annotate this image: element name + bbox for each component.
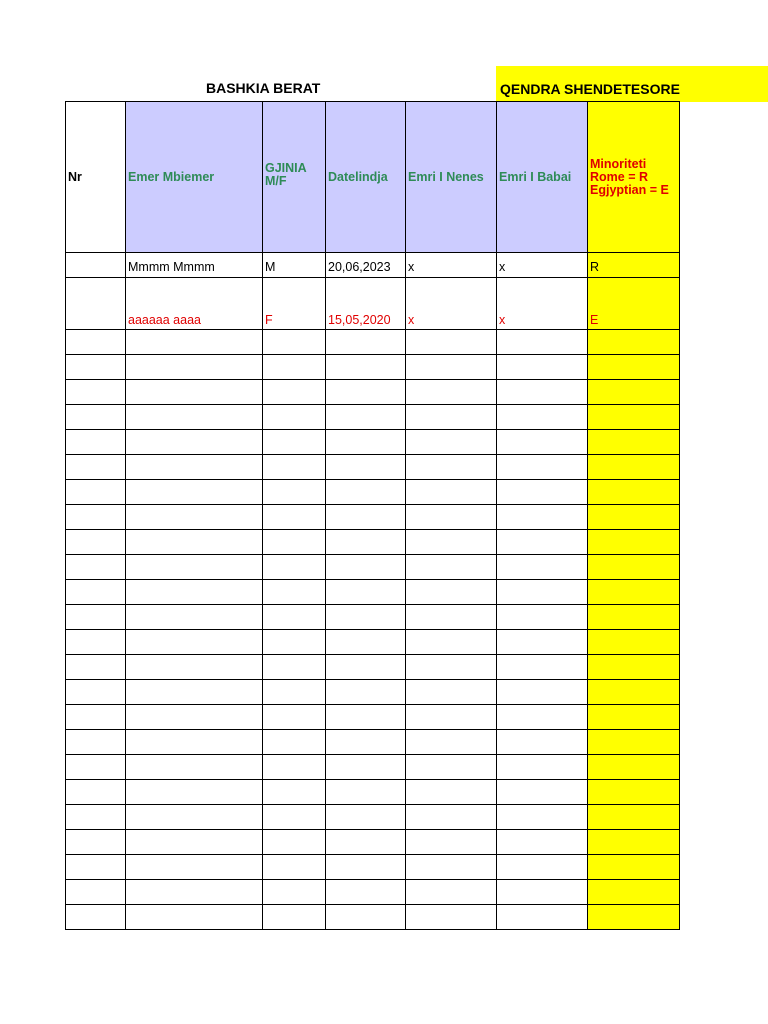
empty-row: [66, 455, 680, 480]
cell-nr[interactable]: [66, 830, 126, 855]
cell-datelindja[interactable]: [326, 580, 406, 605]
cell-gjinia[interactable]: [263, 455, 326, 480]
empty-row: [66, 605, 680, 630]
empty-row: [66, 580, 680, 605]
cell-emer[interactable]: [126, 805, 263, 830]
header-gjinia: GJINIA M/F: [263, 102, 326, 253]
cell-gjinia[interactable]: [263, 430, 326, 455]
cell-emer[interactable]: [126, 655, 263, 680]
cell-minoriteti[interactable]: [588, 430, 680, 455]
table-row: [66, 278, 680, 330]
cell-babai[interactable]: [497, 780, 588, 805]
cell-gjinia[interactable]: [263, 505, 326, 530]
cell-nr[interactable]: [66, 253, 126, 278]
cell-babai[interactable]: [497, 605, 588, 630]
cell-emer[interactable]: [126, 755, 263, 780]
cell-babai[interactable]: [497, 855, 588, 880]
cell-datelindja[interactable]: [326, 430, 406, 455]
cell-minoriteti[interactable]: [588, 330, 680, 355]
cell-gjinia[interactable]: [263, 680, 326, 705]
cell-babai[interactable]: [497, 905, 588, 930]
cell-nenes[interactable]: [406, 580, 497, 605]
cell-nr[interactable]: [66, 278, 126, 330]
cell-emer[interactable]: [126, 730, 263, 755]
cell-nenes[interactable]: [406, 530, 497, 555]
cell-emer[interactable]: [126, 330, 263, 355]
cell-datelindja[interactable]: [326, 780, 406, 805]
cell-emer[interactable]: [126, 855, 263, 880]
empty-row: [66, 805, 680, 830]
cell-nenes[interactable]: x: [406, 278, 497, 330]
cell-nr[interactable]: [66, 355, 126, 380]
cell-datelindja[interactable]: [326, 380, 406, 405]
empty-row: [66, 880, 680, 905]
cell-nr[interactable]: [66, 605, 126, 630]
empty-row: [66, 855, 680, 880]
cell-gjinia[interactable]: [263, 830, 326, 855]
cell-babai[interactable]: [497, 880, 588, 905]
cell-emer[interactable]: [126, 580, 263, 605]
cell-datelindja[interactable]: [326, 805, 406, 830]
cell-datelindja[interactable]: 20,06,2023: [326, 253, 406, 278]
cell-nr[interactable]: [66, 530, 126, 555]
cell-babai[interactable]: [497, 830, 588, 855]
cell-emer[interactable]: [126, 630, 263, 655]
cell-minoriteti[interactable]: [588, 880, 680, 905]
cell-babai[interactable]: [497, 680, 588, 705]
cell-nr[interactable]: [66, 455, 126, 480]
cell-minoriteti[interactable]: [588, 655, 680, 680]
table-row: [66, 253, 680, 278]
cell-gjinia[interactable]: [263, 755, 326, 780]
cell-gjinia[interactable]: [263, 655, 326, 680]
cell-emer[interactable]: aaaaaa aaaa: [126, 278, 263, 330]
cell-emer[interactable]: [126, 505, 263, 530]
cell-babai[interactable]: [497, 630, 588, 655]
cell-nr[interactable]: [66, 655, 126, 680]
cell-datelindja[interactable]: [326, 830, 406, 855]
cell-gjinia[interactable]: [263, 855, 326, 880]
cell-emer[interactable]: [126, 430, 263, 455]
header-minoriteti: Minoriteti Rome = R Egjyptian = E: [588, 102, 680, 253]
cell-nr[interactable]: [66, 730, 126, 755]
cell-gjinia[interactable]: [263, 630, 326, 655]
cell-emer[interactable]: Mmmm Mmmm: [126, 253, 263, 278]
cell-nr[interactable]: [66, 805, 126, 830]
empty-row: [66, 505, 680, 530]
health-center-title: QENDRA SHENDETESORE: [496, 66, 768, 102]
cell-datelindja[interactable]: [326, 755, 406, 780]
cell-emer[interactable]: [126, 605, 263, 630]
cell-minoriteti[interactable]: [588, 705, 680, 730]
empty-row: [66, 355, 680, 380]
cell-emer[interactable]: [126, 680, 263, 705]
cell-gjinia[interactable]: [263, 705, 326, 730]
cell-babai[interactable]: [497, 355, 588, 380]
empty-row: [66, 905, 680, 930]
cell-nr[interactable]: [66, 705, 126, 730]
cell-datelindja[interactable]: [326, 705, 406, 730]
cell-nenes[interactable]: [406, 880, 497, 905]
cell-minoriteti[interactable]: [588, 855, 680, 880]
cell-emer[interactable]: [126, 455, 263, 480]
cell-nenes[interactable]: [406, 555, 497, 580]
cell-datelindja[interactable]: [326, 855, 406, 880]
empty-row: [66, 405, 680, 430]
cell-gjinia[interactable]: [263, 530, 326, 555]
empty-row: [66, 730, 680, 755]
empty-row: [66, 780, 680, 805]
cell-nenes[interactable]: [406, 705, 497, 730]
cell-emer[interactable]: [126, 705, 263, 730]
cell-nr[interactable]: [66, 855, 126, 880]
cell-minoriteti[interactable]: [588, 480, 680, 505]
cell-gjinia[interactable]: [263, 880, 326, 905]
cell-datelindja[interactable]: [326, 730, 406, 755]
cell-datelindja[interactable]: [326, 455, 406, 480]
cell-nr[interactable]: [66, 405, 126, 430]
cell-gjinia[interactable]: [263, 780, 326, 805]
cell-datelindja[interactable]: [326, 655, 406, 680]
cell-emer[interactable]: [126, 405, 263, 430]
cell-datelindja[interactable]: [326, 605, 406, 630]
cell-emer[interactable]: [126, 530, 263, 555]
cell-datelindja[interactable]: [326, 355, 406, 380]
empty-row: [66, 430, 680, 455]
cell-gjinia[interactable]: [263, 480, 326, 505]
cell-datelindja[interactable]: [326, 330, 406, 355]
cell-emer[interactable]: [126, 480, 263, 505]
cell-gjinia[interactable]: [263, 905, 326, 930]
cell-minoriteti[interactable]: [588, 505, 680, 530]
cell-minoriteti[interactable]: [588, 405, 680, 430]
cell-gjinia[interactable]: [263, 580, 326, 605]
cell-babai[interactable]: [497, 730, 588, 755]
cell-gjinia[interactable]: M: [263, 253, 326, 278]
empty-row: [66, 530, 680, 555]
cell-gjinia[interactable]: [263, 555, 326, 580]
cell-minoriteti[interactable]: [588, 830, 680, 855]
cell-nenes[interactable]: [406, 655, 497, 680]
cell-nenes[interactable]: [406, 830, 497, 855]
cell-gjinia[interactable]: [263, 605, 326, 630]
cell-minoriteti[interactable]: [588, 630, 680, 655]
cell-gjinia[interactable]: [263, 330, 326, 355]
cell-minoriteti[interactable]: R: [588, 253, 680, 278]
cell-nenes[interactable]: [406, 480, 497, 505]
cell-babai[interactable]: [497, 380, 588, 405]
cell-nr[interactable]: [66, 480, 126, 505]
cell-nenes[interactable]: [406, 805, 497, 830]
empty-row: [66, 830, 680, 855]
cell-nr[interactable]: [66, 380, 126, 405]
cell-emer[interactable]: [126, 905, 263, 930]
cell-nenes[interactable]: [406, 380, 497, 405]
cell-datelindja[interactable]: [326, 530, 406, 555]
header-datelindja: Datelindja: [326, 102, 406, 253]
cell-gjinia[interactable]: [263, 730, 326, 755]
cell-nenes[interactable]: [406, 755, 497, 780]
header-emri-nenes: Emri I Nenes: [406, 102, 497, 253]
cell-babai[interactable]: [497, 755, 588, 780]
cell-minoriteti[interactable]: [588, 455, 680, 480]
cell-minoriteti[interactable]: [588, 355, 680, 380]
cell-minoriteti[interactable]: [588, 380, 680, 405]
cell-emer[interactable]: [126, 355, 263, 380]
cell-nr[interactable]: [66, 780, 126, 805]
cell-minoriteti[interactable]: E: [588, 278, 680, 330]
cell-nenes[interactable]: [406, 730, 497, 755]
cell-gjinia[interactable]: [263, 405, 326, 430]
cell-nr[interactable]: [66, 330, 126, 355]
cell-gjinia[interactable]: [263, 355, 326, 380]
cell-emer[interactable]: [126, 830, 263, 855]
cell-datelindja[interactable]: [326, 505, 406, 530]
cell-nenes[interactable]: x: [406, 253, 497, 278]
empty-row: [66, 680, 680, 705]
cell-gjinia[interactable]: F: [263, 278, 326, 330]
cell-datelindja[interactable]: 15,05,2020: [326, 278, 406, 330]
cell-babai[interactable]: x: [497, 253, 588, 278]
cell-babai[interactable]: [497, 580, 588, 605]
cell-datelindja[interactable]: [326, 405, 406, 430]
cell-babai[interactable]: [497, 405, 588, 430]
cell-nenes[interactable]: [406, 405, 497, 430]
cell-babai[interactable]: [497, 705, 588, 730]
empty-row: [66, 755, 680, 780]
cell-minoriteti[interactable]: [588, 555, 680, 580]
cell-minoriteti[interactable]: [588, 580, 680, 605]
cell-nr[interactable]: [66, 880, 126, 905]
cell-babai[interactable]: [497, 330, 588, 355]
cell-nenes[interactable]: [406, 780, 497, 805]
empty-row: [66, 380, 680, 405]
cell-datelindja[interactable]: [326, 555, 406, 580]
cell-minoriteti[interactable]: [588, 680, 680, 705]
cell-nenes[interactable]: [406, 430, 497, 455]
cell-minoriteti[interactable]: [588, 755, 680, 780]
cell-datelindja[interactable]: [326, 480, 406, 505]
cell-babai[interactable]: [497, 430, 588, 455]
empty-row: [66, 555, 680, 580]
cell-minoriteti[interactable]: [588, 730, 680, 755]
cell-nenes[interactable]: [406, 505, 497, 530]
cell-nr[interactable]: [66, 905, 126, 930]
cell-minoriteti[interactable]: [588, 905, 680, 930]
municipality-title: BASHKIA BERAT: [206, 80, 321, 96]
cell-nr[interactable]: [66, 555, 126, 580]
header-emri-babai: Emri I Babai: [497, 102, 588, 253]
cell-minoriteti[interactable]: [588, 805, 680, 830]
cell-emer[interactable]: [126, 780, 263, 805]
empty-row: [66, 630, 680, 655]
empty-row: [66, 480, 680, 505]
cell-datelindja[interactable]: [326, 630, 406, 655]
cell-nenes[interactable]: [406, 605, 497, 630]
header-nr: Nr: [66, 102, 126, 253]
empty-row: [66, 655, 680, 680]
cell-emer[interactable]: [126, 555, 263, 580]
cell-nr[interactable]: [66, 430, 126, 455]
cell-babai[interactable]: [497, 530, 588, 555]
cell-nr[interactable]: [66, 755, 126, 780]
cell-gjinia[interactable]: [263, 380, 326, 405]
cell-nr[interactable]: [66, 630, 126, 655]
cell-babai[interactable]: x: [497, 278, 588, 330]
cell-nr[interactable]: [66, 505, 126, 530]
cell-nenes[interactable]: [406, 330, 497, 355]
cell-minoriteti[interactable]: [588, 780, 680, 805]
cell-datelindja[interactable]: [326, 880, 406, 905]
cell-nenes[interactable]: [406, 855, 497, 880]
cell-nr[interactable]: [66, 580, 126, 605]
cell-nenes[interactable]: [406, 355, 497, 380]
cell-datelindja[interactable]: [326, 680, 406, 705]
cell-datelindja[interactable]: [326, 905, 406, 930]
cell-nr[interactable]: [66, 680, 126, 705]
cell-babai[interactable]: [497, 455, 588, 480]
empty-row: [66, 330, 680, 355]
cell-nenes[interactable]: [406, 905, 497, 930]
cell-babai[interactable]: [497, 805, 588, 830]
header-row: [66, 102, 680, 253]
cell-gjinia[interactable]: [263, 805, 326, 830]
cell-babai[interactable]: [497, 480, 588, 505]
cell-emer[interactable]: [126, 380, 263, 405]
cell-babai[interactable]: [497, 655, 588, 680]
empty-row: [66, 705, 680, 730]
registry-table: [65, 101, 680, 930]
cell-babai[interactable]: [497, 505, 588, 530]
header-emer-mbiemer: Emer Mbiemer: [126, 102, 263, 253]
cell-nenes[interactable]: [406, 680, 497, 705]
cell-nenes[interactable]: [406, 630, 497, 655]
cell-minoriteti[interactable]: [588, 605, 680, 630]
cell-nenes[interactable]: [406, 455, 497, 480]
cell-minoriteti[interactable]: [588, 530, 680, 555]
cell-babai[interactable]: [497, 555, 588, 580]
cell-emer[interactable]: [126, 880, 263, 905]
